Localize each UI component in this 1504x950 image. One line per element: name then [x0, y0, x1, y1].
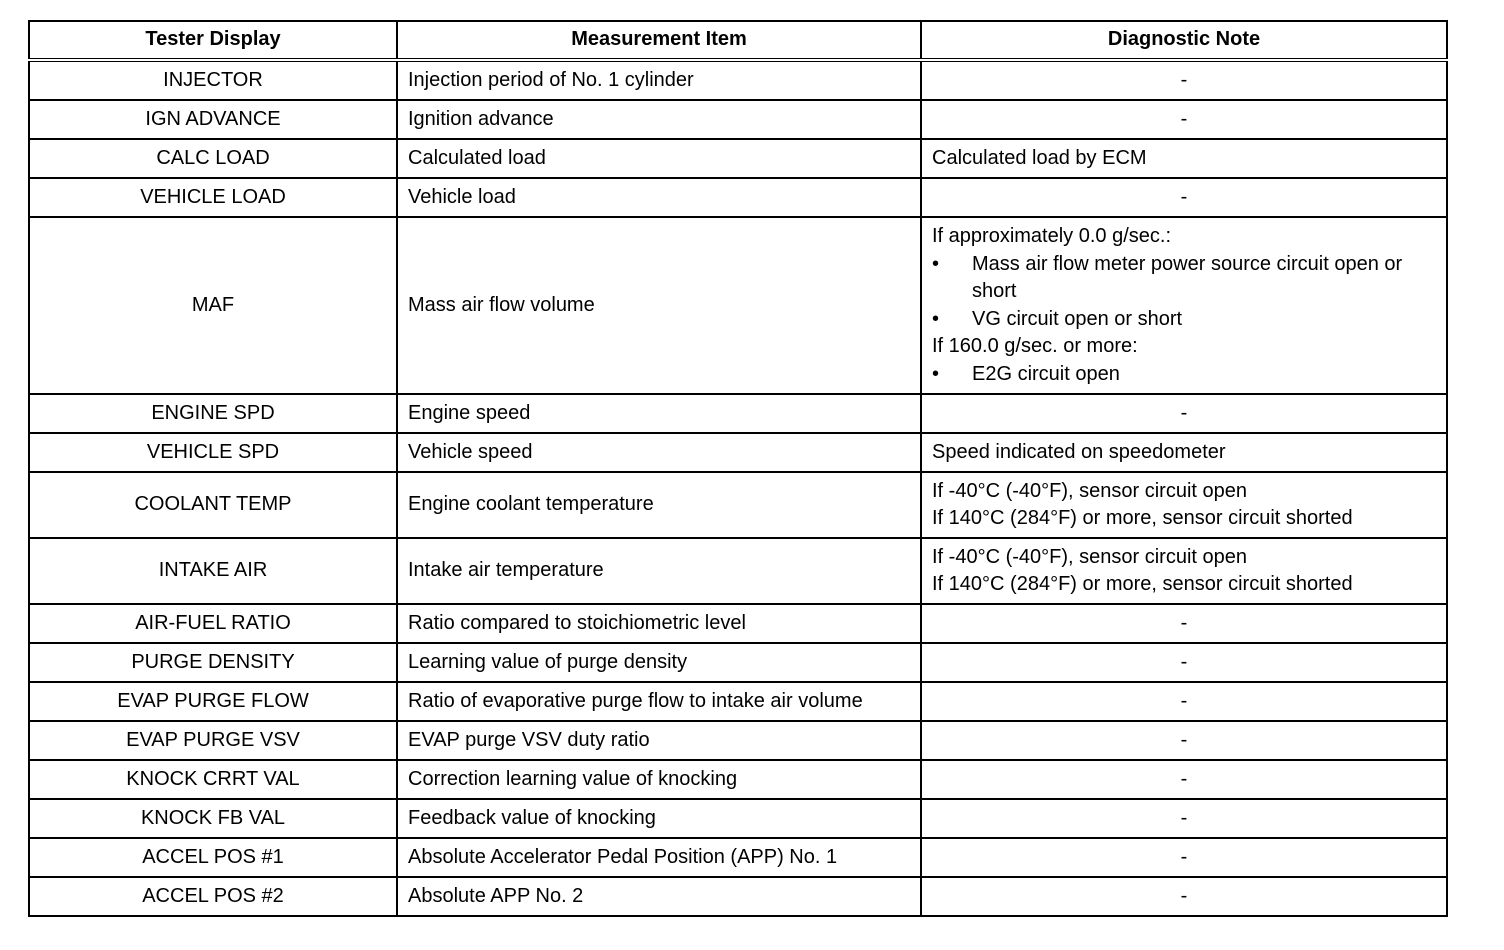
- diagnostic-note-cell: [921, 472, 1447, 538]
- tester-display-cell: ACCEL POS #2: [29, 877, 397, 916]
- header-diagnostic-note: Diagnostic Note: [921, 21, 1447, 60]
- diagnostic-note-cell: -: [921, 100, 1447, 139]
- table-row: [29, 760, 1447, 799]
- tester-display-cell: PURGE DENSITY: [29, 643, 397, 682]
- table-row: [29, 877, 1447, 916]
- measurement-item-cell: Absolute APP No. 2: [397, 877, 921, 916]
- diagnostic-note-cell: -: [921, 799, 1447, 838]
- diagnostic-data-table: [28, 20, 1448, 917]
- table-row: [29, 604, 1447, 643]
- table-header: [29, 21, 1447, 60]
- table-row: [29, 538, 1447, 604]
- measurement-item-cell: Vehicle load: [397, 178, 921, 217]
- note-line: If -40°C (-40°F), sensor circuit open: [932, 479, 1247, 502]
- diagnostic-note-cell: -: [921, 877, 1447, 916]
- diagnostic-note-cell: -: [921, 682, 1447, 721]
- tester-display-cell: COOLANT TEMP: [29, 472, 397, 538]
- note-line: If 140°C (284°F) or more, sensor circuit shorted: [932, 573, 1353, 595]
- tester-display-cell: MAF: [29, 217, 397, 394]
- measurement-item-cell: EVAP purge VSV duty ratio: [397, 721, 921, 760]
- diagnostic-note-cell: [921, 538, 1447, 604]
- diagnostic-note-cell: -: [921, 760, 1447, 799]
- bullet-text: VG circuit open or short: [972, 307, 1183, 330]
- note-line: If 140°C (284°F) or more, sensor circuit shorted: [932, 507, 1353, 529]
- bullet-text: E2G circuit open: [972, 362, 1120, 385]
- tester-display-cell: IGN ADVANCE: [29, 100, 397, 139]
- measurement-item-cell: Ignition advance: [397, 100, 921, 139]
- header-measurement-item: Measurement Item: [397, 21, 921, 60]
- measurement-item-cell: Engine coolant temperature: [397, 472, 921, 538]
- diagnostic-note-cell: -: [921, 60, 1447, 100]
- tester-display-cell: EVAP PURGE FLOW: [29, 682, 397, 721]
- bullet-icon: •: [932, 362, 940, 385]
- measurement-item-cell: Calculated load: [397, 139, 921, 178]
- header-row: [29, 21, 1447, 60]
- diagnostic-note-cell: [921, 217, 1447, 394]
- table-row: [29, 100, 1447, 139]
- tester-display-cell: KNOCK FB VAL: [29, 799, 397, 838]
- note-line: If approximately 0.0 g/sec.:: [932, 225, 1172, 247]
- tester-display-cell: INJECTOR: [29, 60, 397, 100]
- table-row: [29, 394, 1447, 433]
- diagnostic-note-cell: Speed indicated on speedometer: [921, 433, 1447, 472]
- bullet-icon: •: [932, 307, 940, 330]
- table-row: [29, 799, 1447, 838]
- note-line: If 160.0 g/sec. or more:: [932, 335, 1138, 357]
- table-row: [29, 682, 1447, 721]
- measurement-item-cell: Feedback value of knocking: [397, 799, 921, 838]
- measurement-item-cell: Absolute Accelerator Pedal Position (APP) No. 1: [397, 838, 921, 877]
- bullet-text: Mass air flow meter power source circuit open or short: [972, 252, 1403, 302]
- diagnostic-note-cell: -: [921, 604, 1447, 643]
- tester-display-cell: KNOCK CRRT VAL: [29, 760, 397, 799]
- table-row: [29, 217, 1447, 394]
- measurement-item-cell: Ratio of evaporative purge flow to intake air volume: [397, 682, 921, 721]
- table-row: [29, 721, 1447, 760]
- header-tester-display: Tester Display: [29, 21, 397, 60]
- table-row: [29, 433, 1447, 472]
- tester-display-cell: CALC LOAD: [29, 139, 397, 178]
- table-row: [29, 60, 1447, 100]
- measurement-item-cell: Intake air temperature: [397, 538, 921, 604]
- measurement-item-cell: Ratio compared to stoichiometric level: [397, 604, 921, 643]
- bullet-item: [932, 361, 1436, 389]
- table-body: [29, 60, 1447, 916]
- tester-display-cell: VEHICLE SPD: [29, 433, 397, 472]
- table-row: [29, 472, 1447, 538]
- table-row: [29, 643, 1447, 682]
- table-row: [29, 139, 1447, 178]
- diagnostic-note-cell: -: [921, 838, 1447, 877]
- measurement-item-cell: Engine speed: [397, 394, 921, 433]
- measurement-item-cell: Learning value of purge density: [397, 643, 921, 682]
- tester-display-cell: ACCEL POS #1: [29, 838, 397, 877]
- diagnostic-note-cell: -: [921, 643, 1447, 682]
- table-row: [29, 838, 1447, 877]
- bullet-item: [932, 251, 1436, 306]
- table-row: [29, 178, 1447, 217]
- measurement-item-cell: Correction learning value of knocking: [397, 760, 921, 799]
- diagnostic-note-cell: -: [921, 721, 1447, 760]
- tester-display-cell: EVAP PURGE VSV: [29, 721, 397, 760]
- measurement-item-cell: Mass air flow volume: [397, 217, 921, 394]
- bullet-icon: •: [932, 252, 940, 275]
- diagnostic-note-cell: Calculated load by ECM: [921, 139, 1447, 178]
- bullet-item: [932, 306, 1436, 334]
- tester-display-cell: VEHICLE LOAD: [29, 178, 397, 217]
- diagnostic-note-cell: -: [921, 394, 1447, 433]
- measurement-item-cell: Vehicle speed: [397, 433, 921, 472]
- diagnostic-note-cell: -: [921, 178, 1447, 217]
- tester-display-cell: ENGINE SPD: [29, 394, 397, 433]
- measurement-item-cell: Injection period of No. 1 cylinder: [397, 60, 921, 100]
- tester-display-cell: INTAKE AIR: [29, 538, 397, 604]
- tester-display-cell: AIR-FUEL RATIO: [29, 604, 397, 643]
- note-line: If -40°C (-40°F), sensor circuit open: [932, 545, 1247, 568]
